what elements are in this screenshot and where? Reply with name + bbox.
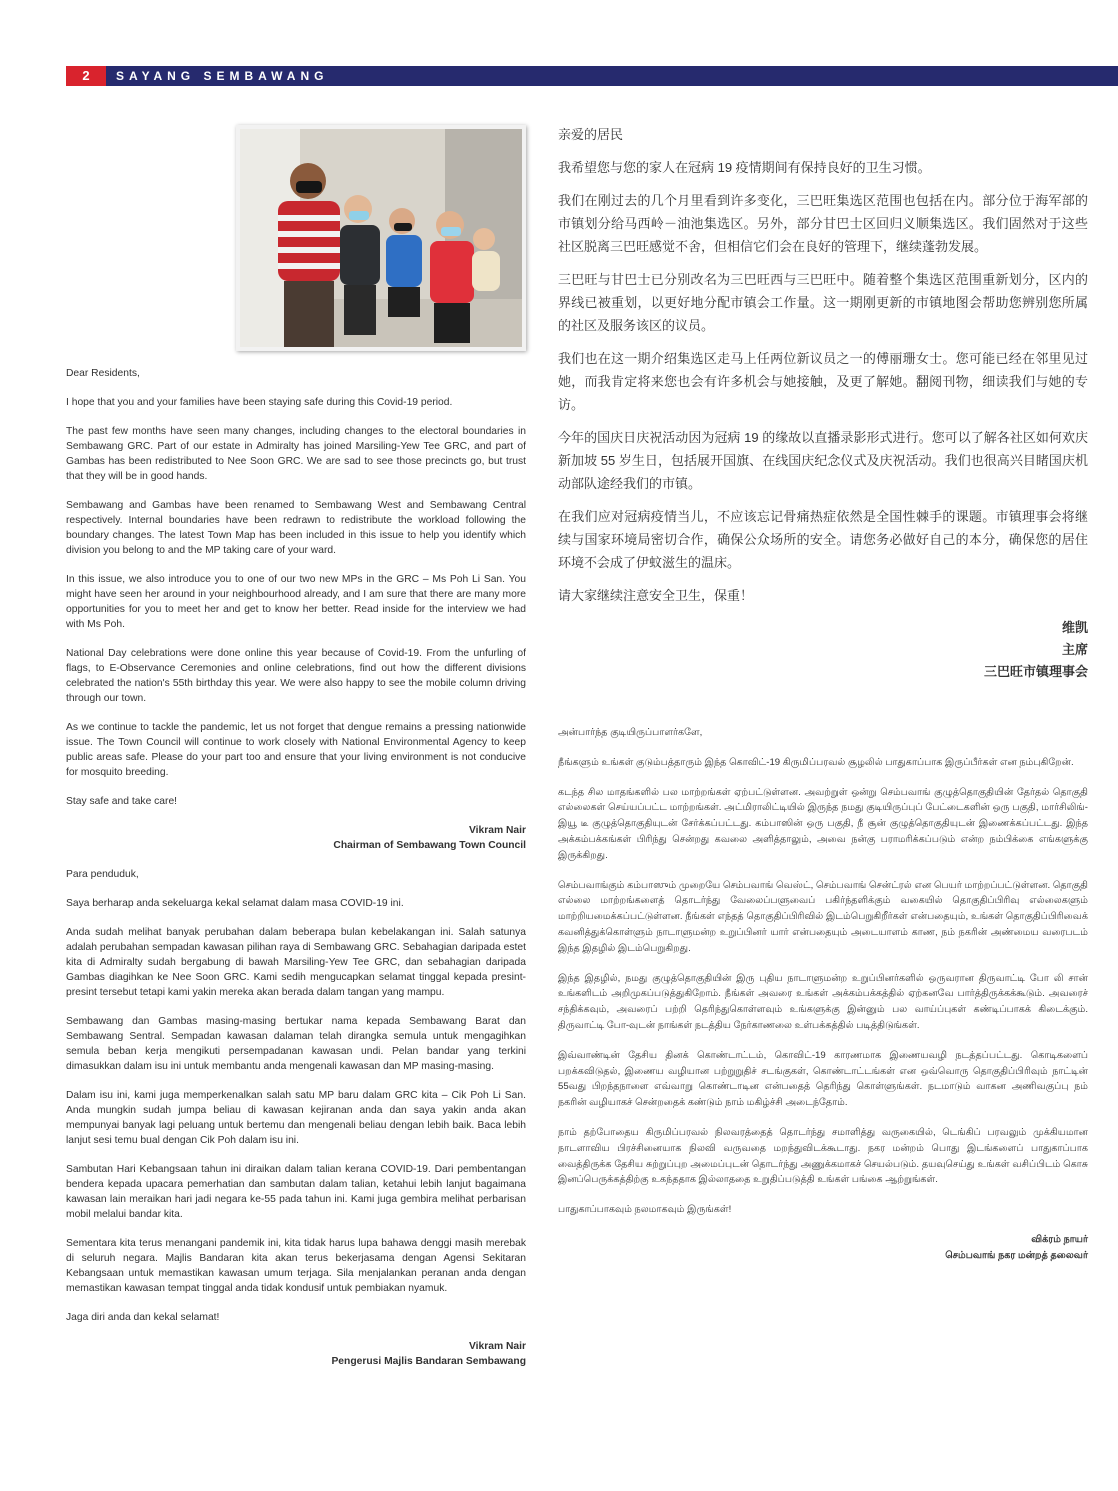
chinese-paragraph: 我们也在这一期介绍集选区走马上任两位新议员之一的傅丽珊女士。您可能已经在邻里见过她，而我肯定将来您也会有许多机会与她接触，及更了解她。翻阅刊物，细读我们与她的专访。 [558, 351, 1088, 412]
english-paragraph: As we continue to tackle the pandemic, let us not forget that dengue remains a pressing nationwide issue. The Town Council will continue to work closely with National Environmental Agency to keep public areas safe. Please do your part too and ensure that your living environment is not conducive for mosquito breeding. [66, 722, 526, 778]
tamil-paragraph: இவ்வாண்டின் தேசிய தினக் கொண்டாட்டம், கொவிட்-19 காரணமாக இணையவழி நடத்தப்பட்டது. கொடிகளைப் பறக்கவிடுதல், இணைய வழியான பற்றுறுதிச் சடங்குகள், கொண்டாட்டங்கள் என ஒவ்வொரு தொகுதிப்பிரிவும் நாட்டின் 55வது பிறந்தநாளை எவ்வாறு கொண்டாடின என்பதைத் தெரிந்து கொள்ளுங்கள். நடமாடும் வாகன அணிவகுப்பு நம் நகரின் வழியாகச் சென்றதைக் கண்டும் நாம் மகிழ்ச்சி அடைந்தோம். [558, 1049, 1088, 1109]
english-signature-title: Chairman of Sembawang Town Council [333, 840, 526, 851]
english-paragraph: Stay safe and take care! [66, 796, 178, 807]
malay-greeting: Para penduduk, [66, 869, 139, 880]
tamil-paragraph: நாம் தற்போதைய கிருமிப்பரவல் நிலவரத்தைத் தொடர்ந்து சமாளித்து வருகையில், டெங்கிப் பரவலும் முக்கியமான நாடளாவிய பிரச்சினையாக நிலவி வருவதை மறந்துவிடக்கூடாது. நகர மன்றம் பொது இடங்களைப் பாதுகாப்பாக வைத்திருக்க தேசிய சுற்றுப்புற அமைப்புடன் தொடர்ந்து அணுக்கமாகச் செயல்படும். தயவுசெய்து உங்கள் வசிப்பிடம் கொசு இனப்பெருக்கத்திற்கு உகந்ததாக இல்லாததை உறுதிப்படுத்தி உங்கள் பங்கை ஆற்றுங்கள். [558, 1126, 1088, 1186]
tamil-paragraph: கடந்த சில மாதங்களில் பல மாற்றங்கள் ஏற்பட்டுள்ளன. அவற்றுள் ஒன்று செம்பவாங் குழுத்தொகுதியின் தேர்தல் தொகுதி எல்லைகள் செய்யப்பட்ட மாற்றங்கள். அட்மிராலிட்டியில் இருந்த நமது குடியிருப்புப் பேட்டைகளின் ஒரு பகுதி, மார்சிலிங்-இயூ டீ குழுத்தொகுதியுடன் சேர்க்கப்பட்டது. கம்பாஸின் ஒரு பகுதி, நீ சூன் குழுத்தொகுதியுடன் இணைக்கப்பட்டது. இந்த அக்கம்பக்கங்கள் பிரிந்து சென்றது கவலை அளித்தாலும், அவை நன்கு பராமரிக்கப்படும் என்ற நம்பிக்கை எங்களுக்கு இருக்கிறது. [558, 786, 1088, 861]
magazine-title: SAYANG SEMBAWANG [116, 69, 329, 83]
malay-paragraph: Anda sudah melihat banyak perubahan dalam beberapa bulan kebelakangan ini. Salah satunya adalah perubahan sempadan kawasan pilihan raya di Sembawang GRC. Sebahagian daripada estet kita di Admiralty sudah bergabung di bawah Marsiling-Yew Tee GRC, dan sebahagian daripada Gambas diagihkan ke Nee Soon GRC. Kami sedih mengucapkan selamat tinggal kepada presint-presint tersebut tetapi kami yakin mereka akan berada dalam tangan yang mampu. [66, 927, 526, 998]
tamil-paragraph: பாதுகாப்பாகவும் நலமாகவும் இருங்கள்! [558, 1204, 732, 1216]
tamil-paragraph: நீங்களும் உங்கள் குடும்பத்தாரும் இந்த கொவிட்-19 கிருமிப்பரவல் சூழலில் பாதுகாப்பாக இருப்பீர்கள் என நம்புகிறேன். [558, 756, 1074, 768]
header-bar [66, 66, 1118, 86]
tamil-signature-title: செம்பவாங் நகர மன்றத் தலைவர் [945, 1249, 1088, 1261]
chinese-letter [558, 123, 1088, 683]
english-paragraph: National Day celebrations were done online this year because of Covid-19. From the unfurling of flags, to E-Observance Ceremonies and online celebrations, find out how the different divisions celebrated the nation's 55th birthday this year. We were also happy to see the mobile column driving through our town. [66, 648, 526, 704]
malay-paragraph: Dalam isu ini, kami juga memperkenalkan salah satu MP baru dalam GRC kita – Cik Poh Li San. Anda mungkin sudah jumpa beliau di kawasan kejiranan anda dan saya yakin anda akan mempunyai banyak lagi peluang untuk bertemu dan mengenali beliau dengan lebih baik. Baca lebih lanjut sesi temu bual dengan Cik Poh dalam isu ini. [66, 1090, 526, 1146]
chinese-paragraph: 请大家继续注意安全卫生，保重！ [558, 588, 754, 603]
english-signature-name: Vikram Nair [468, 825, 526, 836]
chinese-signature-role: 主席 [1061, 642, 1088, 657]
english-paragraph: Sembawang and Gambas have been renamed to Sembawang West and Sembawang Central respectively. Internal boundaries have been redrawn to redistribute the workload following the boundary changes. The latest Town Map has been included in this issue to help you identify which division you belong to and the MP taking care of your ward. [66, 500, 526, 556]
chinese-paragraph: 我们在刚过去的几个月里看到许多变化，三巴旺集选区范围也包括在内。部分位于海军部的市镇划分给马西岭－油池集选区。另外，部分甘巴士区回归义顺集选区。我们固然对于这些社区脱离三巴旺感觉不舍，但相信它们会在良好的管理下，继续蓬勃发展。 [558, 193, 1088, 254]
tamil-paragraph: இந்த இதழில், நமது குழுத்தொகுதியின் இரு புதிய நாடாளுமன்ற உறுப்பினர்களில் ஒருவரான திருவாட்டி போ லி சான் உங்களிடம் அறிமுகப்படுத்துகிறோம். நீங்கள் அவரை உங்கள் அக்கம்பக்கத்தில் ஏற்கனவே பார்த்திருக்கக்கூடும். அவரைச் சந்திக்கவும், அவரைப் பற்றி தெரிந்துகொள்ளவும் உங்களுக்கு இன்னும் பல வாய்ப்புகள் கண்டிப்பாகக் கிடைக்கும். திருவாட்டி போ-வுடன் நாங்கள் நடத்திய நேர்காணலை உள்பக்கத்தில் படித்திடுங்கள். [558, 972, 1088, 1031]
english-paragraph: In this issue, we also introduce you to one of our two new MPs in the GRC – Ms Poh Li San. You might have seen her around in your neighbourhood already, and I am sure that there are many more opportunities for you to meet her and get to know her better. Read inside for the interview we had with Ms Poh. [66, 574, 526, 630]
english-paragraph: The past few months have seen many changes, including changes to the electoral boundaries in Sembawang GRC. Part of our estate in Admiralty has joined Marsiling-Yew Tee GRC, and part of Gambas has been redistributed to Nee Soon GRC. We are sad to see those precincts go, but trust that they will be in good hands. [66, 426, 526, 482]
malay-paragraph: Sembawang dan Gambas masing-masing bertukar nama kepada Sembawang Barat dan Sembawang Sentral. Sempadan kawasan dalaman telah dirangka semula untuk mengagihkan semula beban kerja mengikuti persempadanan kawasan undi. Pelan bandar yang terkini dimasukkan dalam isu ini untuk membantu anda mengenali kawasan dan MP masing-masing. [66, 1016, 526, 1072]
malay-signature-title: Pengerusi Majlis Bandaran Sembawang [331, 1356, 526, 1367]
family-photo-icon [236, 125, 526, 351]
tamil-greeting: அன்பார்ந்த குடியிருப்பாளர்களே, [558, 727, 703, 738]
tamil-paragraph: செம்பவாங்கும் கம்பாஸும் முறையே செம்பவாங் வெஸ்ட், செம்பவாங் சென்ட்ரல் என பெயர் மாற்றப்பட்டுள்ளன. தொகுதி எல்லை மாற்றங்களைத் தொடர்ந்து வேலைப்பளுவைப் பகிர்ந்தளிக்கும் வகையில் தொகுதிப்பிரிவு எல்லைகளும் மாற்றியமைக்கப்பட்டுள்ளன. நீங்கள் எந்தத் தொகுதிப்பிரிவில் இடம்பெறுகிறீர்கள் என்பதையும், உங்கள் தொகுதிப்பிரிவைக் கவனித்துக்கொள்ளும் நாடாளுமன்ற உறுப்பினர் யார் என்பதையும் அடையாளம் காண, நம் நகரின் அண்மைய வரைபடம் இந்த இதழில் இடம்பெறுகிறது. [558, 879, 1088, 954]
chinese-signature-org: 三巴旺市镇理事会 [983, 664, 1088, 679]
chinese-paragraph: 我希望您与您的家人在冠病 19 疫情期间有保持良好的卫生习惯。 [558, 160, 931, 175]
malay-paragraph: Jaga diri anda dan kekal selamat! [66, 1312, 220, 1323]
malay-signature-name: Vikram Nair [468, 1341, 526, 1352]
malay-paragraph: Saya berharap anda sekeluarga kekal selamat dalam masa COVID-19 ini. [66, 898, 404, 909]
malay-signature [66, 1339, 526, 1369]
chinese-paragraph: 今年的国庆日庆祝活动因为冠病 19 的缘故以直播录影形式进行。您可以了解各社区如何欢庆新加坡 55 岁生日，包括展开国旗、在线国庆纪念仪式及庆祝活动。我们也很高兴目睹国庆机动部队途经我们的市镇。 [558, 430, 1088, 491]
chinese-paragraph: 在我们应对冠病疫情当儿，不应该忘记骨痛热症依然是全国性棘手的课题。市镇理事会将继续与国家环境局密切合作，确保公众场所的安全。请您务必做好自己的本分，确保您的居住环境不会成了伊蚊滋生的温床。 [558, 509, 1088, 570]
tamil-signature-name: விக்ரம் நாயர் [1031, 1233, 1088, 1245]
english-paragraph: I hope that you and your families have been staying safe during this Covid-19 period. [66, 397, 453, 408]
malay-paragraph: Sambutan Hari Kebangsaan tahun ini diraikan dalam talian kerana COVID-19. Dari pembentangan bendera kepada upacara pemerhatian dan sambutan dalam talian, ketahui lebih lanjut bagaimana kawasan lain meraikan hari jadi negara ke-55 pada tahun ini. Kami juga gembira melihat perbarisan mobil melalui bandar kita. [66, 1164, 526, 1220]
english-signature [66, 823, 526, 853]
chinese-signature [558, 617, 1088, 683]
chinese-paragraph: 三巴旺与甘巴士已分别改名为三巴旺西与三巴旺中。随着整个集选区范围重新划分，区内的界线已被重划，以更好地分配市镇会工作量。这一期刚更新的市镇地图会帮助您辨别您所属的社区及服务该区的议员。 [558, 272, 1088, 333]
letter-left-column [66, 366, 526, 1383]
page-number: 2 [66, 66, 106, 86]
chinese-greeting: 亲爱的居民 [558, 127, 624, 142]
tamil-letter [558, 725, 1088, 1264]
malay-paragraph: Sementara kita terus menangani pandemik ini, kita tidak harus lupa bahawa denggi masih merebak di seluruh negara. Majlis Bandaran kita akan terus bekerjasama dengan Agensi Sekitaran Kebangsaan untuk memastikan kawasan umum terjaga. Sila menjalankan peranan anda dengan memastikan kawasan tempat tinggal anda tidak kondusif untuk pembiakan nyamuk. [66, 1238, 526, 1294]
english-greeting: Dear Residents, [66, 368, 140, 379]
chinese-signature-name: 维凯 [1061, 620, 1088, 635]
tamil-signature [558, 1232, 1088, 1264]
